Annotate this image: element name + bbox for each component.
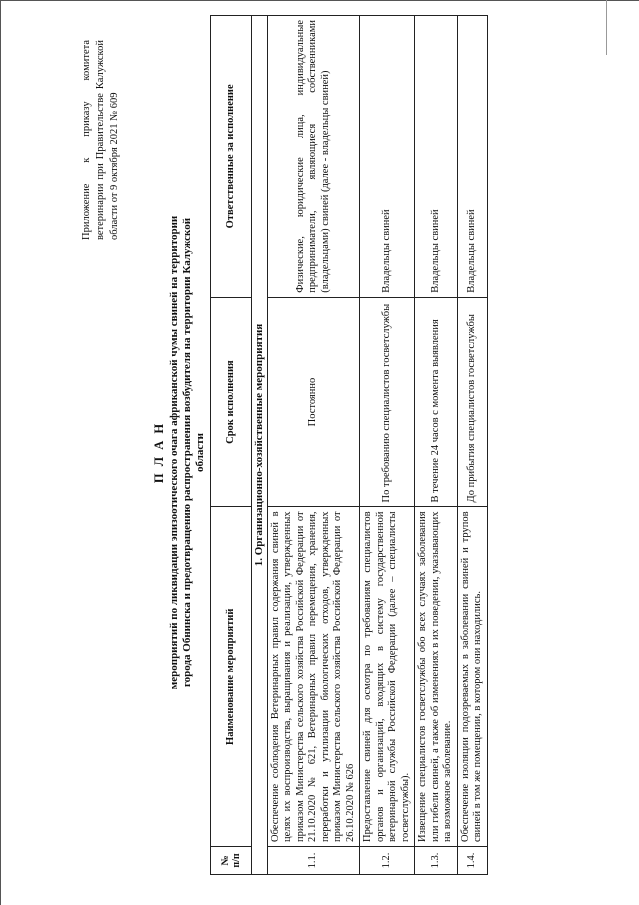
row-number: 1.2. bbox=[360, 847, 415, 875]
table-row bbox=[415, 16, 458, 875]
row-term: По требованию специалистов госветслужбы bbox=[360, 297, 415, 507]
header-number: № п/п bbox=[211, 847, 252, 875]
row-name: Обеспечение соблюдения Ветеринарных правил содержания свиней в целях их воспроизводства, выращивания и реализации, утвержденных приказом Министерства сельского хозяйства Российской Федерации от 21.10.2020 № 621, Ветеринарных правил перемещения, хранения, переработки и утилизации биологических отходов, утвержденных приказом Министерства сельского хозяйства Российской Федерации от 26.10.2020 № 626 bbox=[267, 507, 360, 847]
row-term: Постоянно bbox=[267, 297, 360, 507]
row-number: 1.1. bbox=[267, 847, 360, 875]
row-term: До прибытия специалистов госветслужбы bbox=[457, 297, 487, 507]
row-responsible: Владельцы свиней bbox=[360, 16, 415, 298]
appendix-note: Приложение к приказу комитета ветеринарии при Правительстве Калужской области от 9 октября 2021 № 609 bbox=[81, 40, 120, 240]
table-row bbox=[360, 16, 415, 875]
row-number: 1.4. bbox=[457, 847, 487, 875]
table-row bbox=[457, 16, 487, 875]
row-term: В течение 24 часов с момента выявления bbox=[415, 297, 458, 507]
header-responsible: Ответственные за исполнение bbox=[211, 16, 252, 298]
header-term: Срок исполнения bbox=[211, 297, 252, 507]
row-responsible: Владельцы свиней bbox=[415, 16, 458, 298]
section-row bbox=[252, 16, 268, 875]
header-name: Наименование мероприятий bbox=[211, 507, 252, 847]
section-title: 1. Организационно-хозяйственные мероприятия bbox=[252, 16, 268, 875]
row-name: Предоставление свиней для осмотра по требованиям специалистов органов и организаций, входящих в систему государственной ветеринарной службы Российской Федерации (далее – специалисты госветслужбы). bbox=[360, 507, 415, 847]
row-responsible: Владельцы свиней bbox=[457, 16, 487, 298]
row-responsible: Физические, юридические лица, индивидуальные предприниматели, являющиеся собственниками (владельцами) свиней (далее - владельцы свиней) bbox=[267, 16, 360, 298]
row-number: 1.3. bbox=[415, 847, 458, 875]
plan-title: П Л А Н bbox=[152, 421, 166, 484]
row-name: Обеспечение изоляции подозреваемых в заболевании свиней и трупов свиней в том же помещении, в котором они находились. bbox=[457, 507, 487, 847]
row-name: Извещение специалистов госветслужбы обо всех случаях заболевания или гибели свиней, а также об изменениях в их поведении, указывающих на возможное заболевание. bbox=[415, 507, 458, 847]
table-header-row bbox=[211, 16, 252, 875]
table-row bbox=[267, 16, 360, 875]
measures-table bbox=[210, 15, 488, 875]
plan-subtitle: мероприятий по ликвидации эпизоотического очага африканской чумы свиней на территории города Обнинска и предотвращению распространения возбудителя на территории Калужской области bbox=[168, 215, 206, 690]
